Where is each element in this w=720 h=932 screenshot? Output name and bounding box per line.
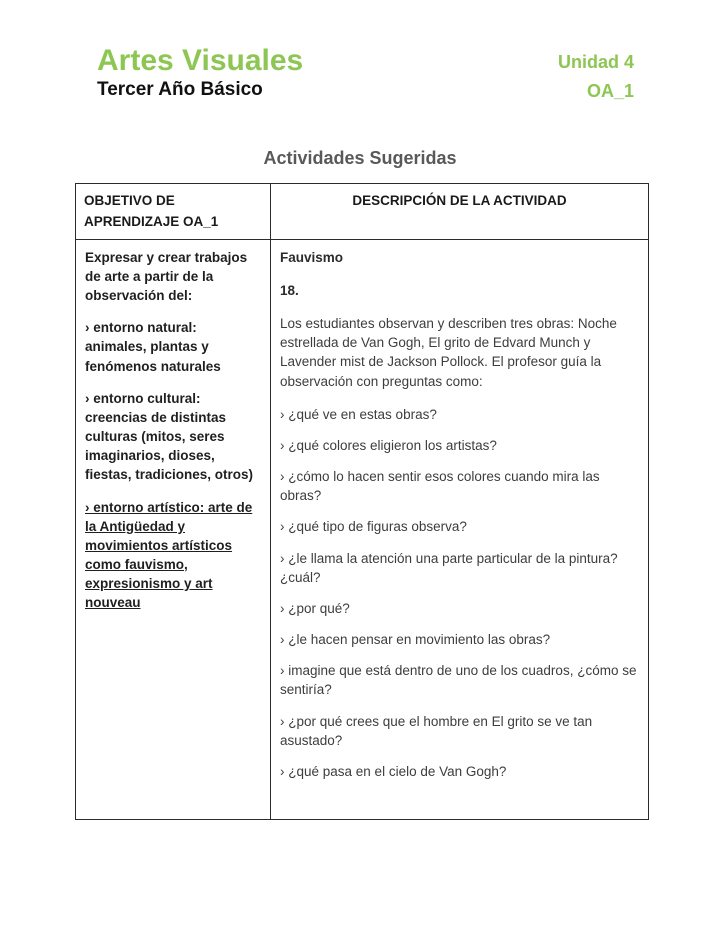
course-title: Artes Visuales — [97, 44, 304, 77]
objective-item-natural: › entorno natural: animales, plantas y fenómenos naturales — [85, 320, 221, 374]
objective-column-header: OBJETIVO DE APRENDIZAJE OA_1 — [76, 184, 271, 240]
activity-number: 18. — [280, 283, 299, 298]
description-column-header: DESCRIPCIÓN DE LA ACTIVIDAD — [271, 184, 649, 240]
activity-question: › ¿qué pasa en el cielo de Van Gogh? — [280, 763, 507, 779]
objective-cell — [76, 239, 271, 819]
objective-item-artistico: › entorno artístico: arte de la Antigüedad y movimientos artísticos como fauvismo, expresionismo y art nouveau — [85, 499, 253, 611]
header-right-block — [558, 44, 634, 102]
document-header — [0, 0, 720, 102]
grade-subtitle: Tercer Año Básico — [97, 79, 263, 100]
description-cell — [271, 239, 649, 819]
activity-question: › ¿por qué crees que el hombre en El grito se ve tan asustado? — [280, 713, 593, 748]
activity-question: › imagine que está dentro de uno de los cuadros, ¿cómo se sentiría? — [280, 663, 637, 698]
header-left-block — [97, 44, 303, 102]
table-header-row — [76, 184, 649, 240]
objective-intro: Expresar y crear trabajos de arte a partir de la observación del: — [85, 249, 248, 304]
activity-question: › ¿le llama la atención una parte particular de la pintura? ¿cuál? — [280, 550, 618, 585]
activities-table — [75, 183, 649, 820]
activity-question: › ¿le hacen pensar en movimiento las obras? — [280, 632, 551, 648]
activity-question: › ¿por qué? — [280, 600, 350, 616]
activity-question: › ¿qué tipo de figuras observa? — [280, 519, 467, 535]
activity-intro: Los estudiantes observan y describen tres obras: Noche estrellada de Van Gogh, El grito de Edvard Munch y Lavender mist de Jackson Pollock. El profesor guía la observación con preguntas como: — [280, 316, 617, 389]
activity-question: › ¿qué colores eligieron los artistas? — [280, 437, 497, 453]
activity-question: › ¿cómo lo hacen sentir esos colores cuando mira las obras? — [280, 469, 600, 504]
table-body-row — [76, 239, 649, 819]
activity-topic: Fauvismo — [280, 249, 344, 265]
unit-label: Unidad 4 — [557, 52, 634, 72]
section-title: Actividades Sugeridas — [263, 148, 457, 169]
objective-item-cultural: › entorno cultural: creencias de distintas culturas (mitos, seres imaginarios, dioses, fiestas, tradiciones, otros) — [85, 390, 254, 483]
activity-question: › ¿qué ve en estas obras? — [280, 406, 437, 422]
oa-label: OA_1 — [586, 80, 634, 101]
